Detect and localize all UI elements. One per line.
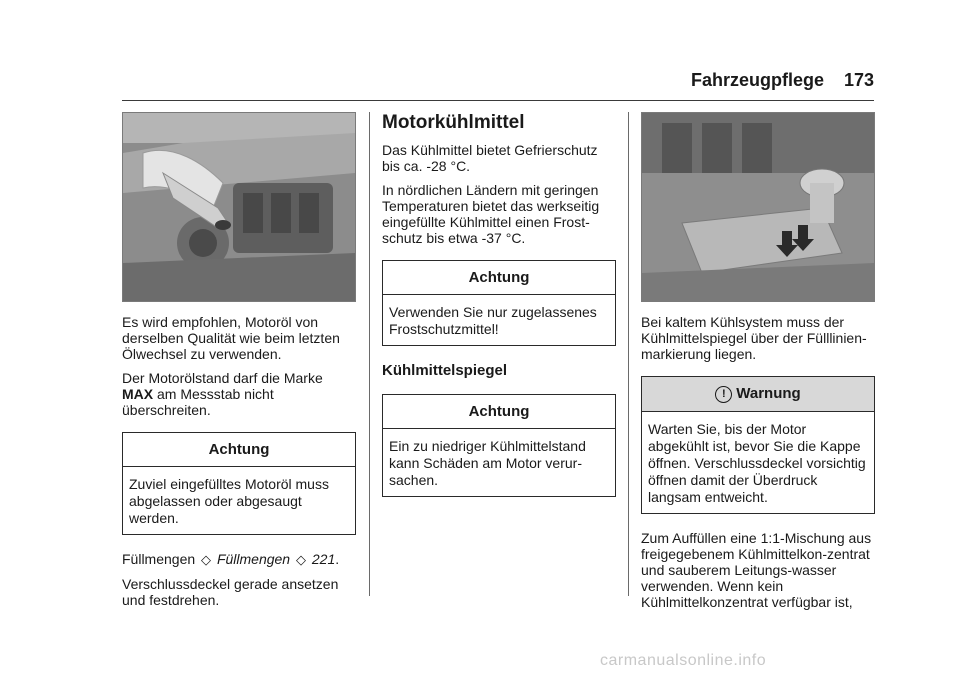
section-heading: Motorkühlmittel [382,112,525,133]
warning-icon: ! [715,386,732,403]
text-span: am Messstab nicht überschreiten. [122,386,274,418]
paragraph [122,370,356,418]
caution-title: Achtung [383,261,615,295]
page-header [122,70,874,101]
caution-text: Verwenden Sie nur zugelassenes Frostschutzmittel! [389,304,597,337]
reference-arrow-icon: ◇ [201,552,212,567]
watermark: carmanualsonline.info [600,652,767,669]
paragraph: Bei kaltem Kühlsystem muss der Kühlmittelspiegel über der Fülllinien-markierung liegen. [641,314,867,362]
page-number: 173 [843,70,874,90]
caution-box [382,394,616,497]
engine-oil-photo [122,112,356,302]
caution-box [382,260,616,346]
column-divider [369,112,370,596]
warning-title-text: Warnung [736,385,801,402]
warning-text: Warten Sie, bis der Motor abgekühlt ist, bevor Sie die Kappe öffnen. Verschlussdeckel vorsichtig öffnen damit der Überdruck langsam entweicht. [648,421,866,505]
coolant-reservoir-photo [641,112,875,302]
caution-title: Achtung [123,433,355,467]
column-divider [628,112,629,596]
paragraph: Verschlussdeckel gerade ansetzen und festdrehen. [122,576,339,608]
caution-text: Zuviel eingefülltes Motoröl muss abgelassen oder abgesaugt werden. [129,476,329,526]
column-left [122,112,356,616]
paragraph: Es wird empfohlen, Motoröl von derselben Qualität wie beim letzten Ölwechsel zu verwenden. [122,314,340,362]
subheading: Kühlmittelspiegel [382,362,508,379]
max-mark: MAX [122,386,154,402]
warning-title [642,377,874,412]
fill-label: Füllmengen [122,551,196,567]
paragraph: Das Kühlmittel bietet Gefrierschutz bis ca. -28 °C. [382,142,598,174]
column-middle [382,112,616,513]
text-span: Der Motorölstand darf die Marke [122,370,323,386]
fill-reference-page[interactable]: 221 [311,551,336,567]
caution-title: Achtung [383,395,615,429]
section-title: Fahrzeugpflege [690,70,824,90]
caution-text: Ein zu niedriger Kühlmittelstand kann Schäden am Motor verur-sachen. [389,438,586,488]
caution-box [122,432,356,535]
column-right [641,112,875,618]
fill-quantities-line: Füllmengen ◇ Füllmengen ◇ 221. [122,551,340,567]
paragraph: Zum Auffüllen eine 1:1-Mischung aus freigegebenem Kühlmittelkon-zentrat und sauberem Leitungs-wasser verwenden. Wenn kein Kühlmittelkonzentrat verfügbar ist, [641,530,872,610]
warning-box [641,376,875,514]
reference-arrow-icon: ◇ [295,552,306,567]
fill-reference-link[interactable]: Füllmengen [216,551,291,567]
paragraph: In nördlichen Ländern mit geringen Temperaturen bietet das werkseitig eingefüllte Kühlmittel einen Frost-schutz bis etwa -37 °C. [382,182,600,246]
